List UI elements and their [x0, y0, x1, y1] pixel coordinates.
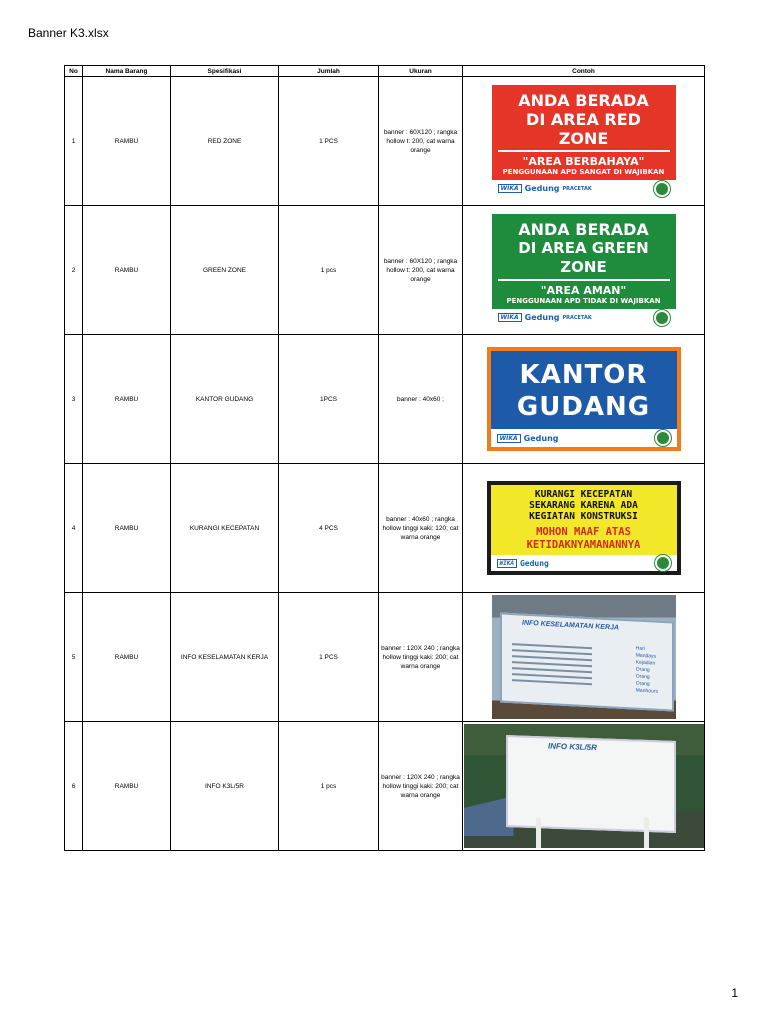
cell-jumlah: 1 PCS	[279, 593, 379, 722]
board-values	[635, 646, 657, 696]
header-ukuran: Ukuran	[379, 66, 463, 77]
document-title: Banner K3.xlsx	[28, 26, 109, 40]
sign-line: KEGIATAN KONSTRUKSI	[529, 511, 638, 522]
gear-icon	[655, 430, 671, 446]
board-value: Kejadian	[635, 659, 655, 667]
cell-contoh	[463, 206, 705, 335]
sign-logos	[491, 555, 677, 571]
info-keselamatan-photo	[492, 595, 676, 719]
cell-no: 5	[65, 593, 83, 722]
board-title: INFO K3L/5R	[547, 741, 597, 753]
cell-spesifikasi: KANTOR GUDANG	[171, 335, 279, 464]
sign-line: SEKARANG KARENA ADA	[529, 500, 638, 511]
gedung-logo-text: Gedung	[519, 558, 549, 568]
cell-contoh	[463, 335, 705, 464]
gear-icon	[654, 181, 670, 197]
cell-no: 4	[65, 464, 83, 593]
board-value: Hari	[635, 645, 645, 653]
wika-logo-mark: WIKA	[497, 434, 521, 443]
cell-ukuran: banner : 120X 240 ; rangka hollow tinggi kaki: 200; cat warna orange	[379, 593, 463, 722]
cell-contoh	[463, 464, 705, 593]
cell-ukuran: banner : 60X120 ; rangka hollow t: 200, cat warna orange	[379, 77, 463, 206]
board-title: INFO KESELAMATAN KERJA	[521, 619, 619, 632]
kantor-gudang-sign	[487, 347, 681, 451]
pracetak-text: PRACETAK	[562, 185, 592, 192]
sign-line: KETIDAKNYAMANANNYA	[526, 539, 641, 551]
cell-ukuran: banner : 40x60 ; rangka hollow tinggi kaki: 120; cat warna orange	[379, 464, 463, 593]
table-row	[65, 593, 705, 722]
sign-line: KURANGI KECEPATAN	[534, 489, 633, 500]
cell-spesifikasi: GREEN ZONE	[171, 206, 279, 335]
wika-logo-mark: WIKA	[498, 184, 522, 193]
gedung-logo-text: Gedung	[524, 313, 560, 322]
cell-no: 6	[65, 722, 83, 851]
board-lines	[512, 639, 592, 689]
board-value: Orang	[635, 666, 650, 674]
board-leg	[644, 818, 649, 848]
banner-table	[64, 65, 705, 851]
sign-line: ANDA BERADA	[518, 90, 649, 110]
wika-gedung-logo	[498, 313, 592, 322]
header-spesifikasi: Spesifikasi	[171, 66, 279, 77]
cell-jumlah: 1PCS	[279, 335, 379, 464]
cell-nama: RAMBU	[83, 593, 171, 722]
header-nama-barang: Nama Barang	[83, 66, 171, 77]
red-zone-sign	[492, 85, 676, 198]
wika-gedung-logo	[498, 184, 592, 193]
sign-subheading: "AREA AMAN"	[540, 283, 627, 297]
gear-icon	[654, 310, 670, 326]
cell-ukuran: banner : 60X120 ; rangka hollow t: 200, cat warna orange	[379, 206, 463, 335]
info-board	[500, 612, 674, 711]
board-value: Orang	[635, 673, 650, 681]
cell-spesifikasi: RED ZONE	[171, 77, 279, 206]
table-row	[65, 464, 705, 593]
cell-nama: RAMBU	[83, 722, 171, 851]
table-row	[65, 335, 705, 464]
page-number: 1	[731, 986, 738, 1000]
cell-contoh	[463, 593, 705, 722]
board-value: Orang	[635, 680, 650, 688]
sign-line: KANTOR	[519, 360, 648, 390]
sign-heading	[491, 351, 677, 429]
sign-note: PENGGUNAAN APD TIDAK DI WAJIBKAN	[506, 296, 661, 305]
cell-nama: RAMBU	[83, 464, 171, 593]
cell-ukuran: banner : 40x60 ;	[379, 335, 463, 464]
cell-contoh	[463, 77, 705, 206]
cell-jumlah: 1 pcs	[279, 206, 379, 335]
sign-line: DI AREA GREEN ZONE	[518, 238, 649, 276]
gedung-logo-text: Gedung	[523, 433, 559, 443]
gedung-logo-text: Gedung	[524, 184, 560, 193]
cell-spesifikasi: INFO K3L/5R	[171, 722, 279, 851]
sign-logos	[491, 429, 677, 447]
header-contoh: Contoh	[463, 66, 705, 77]
sign-logos	[492, 180, 676, 198]
table-row	[65, 722, 705, 851]
pracetak-text: PRACETAK	[562, 314, 592, 321]
board-leg	[536, 818, 541, 848]
wika-gedung-logo	[497, 559, 549, 568]
cell-spesifikasi: INFO KESELAMATAN KERJA	[171, 593, 279, 722]
board-value: Mandays	[635, 652, 656, 660]
sign-line: GUDANG	[516, 392, 651, 422]
cell-jumlah: 1 pcs	[279, 722, 379, 851]
table-header-row	[65, 66, 705, 77]
wika-gedung-logo	[497, 434, 559, 443]
sign-line: DI AREA RED ZONE	[526, 109, 641, 148]
kurangi-kecepatan-sign	[487, 481, 681, 575]
info-k3l-photo	[464, 724, 704, 848]
cell-no: 3	[65, 335, 83, 464]
header-no: No	[65, 66, 83, 77]
sign-apology	[491, 522, 677, 555]
sign-heading	[491, 485, 677, 522]
table-row	[65, 77, 705, 206]
wika-logo-mark: WIKA	[498, 313, 522, 322]
cell-jumlah: 1 PCS	[279, 77, 379, 206]
green-zone-sign	[492, 214, 676, 327]
header-jumlah: Jumlah	[279, 66, 379, 77]
sign-note: PENGGUNAAN APD SANGAT DI WAJIBKAN	[502, 167, 665, 176]
cell-no: 2	[65, 206, 83, 335]
sign-line: MOHON MAAF ATAS	[536, 526, 631, 538]
sign-heading	[498, 85, 670, 152]
info-board	[506, 735, 676, 833]
cell-ukuran: banner : 120X 240 ; rangka hollow tinggi kaki: 200; cat warna orange	[379, 722, 463, 851]
wika-logo-mark: WIKA	[497, 559, 517, 568]
gear-icon	[655, 555, 671, 571]
cell-nama: RAMBU	[83, 77, 171, 206]
cell-nama: RAMBU	[83, 206, 171, 335]
cell-no: 1	[65, 77, 83, 206]
sign-line: ANDA BERADA	[518, 219, 649, 239]
sign-subheading: "AREA BERBAHAYA"	[522, 154, 645, 168]
sign-heading	[498, 214, 670, 281]
table-row	[65, 206, 705, 335]
sign-logos	[492, 309, 676, 327]
cell-contoh	[463, 722, 705, 851]
board-value: Manhours	[635, 687, 658, 695]
cell-jumlah: 4 PCS	[279, 464, 379, 593]
cell-nama: RAMBU	[83, 335, 171, 464]
cell-spesifikasi: KURANGI KECEPATAN	[171, 464, 279, 593]
